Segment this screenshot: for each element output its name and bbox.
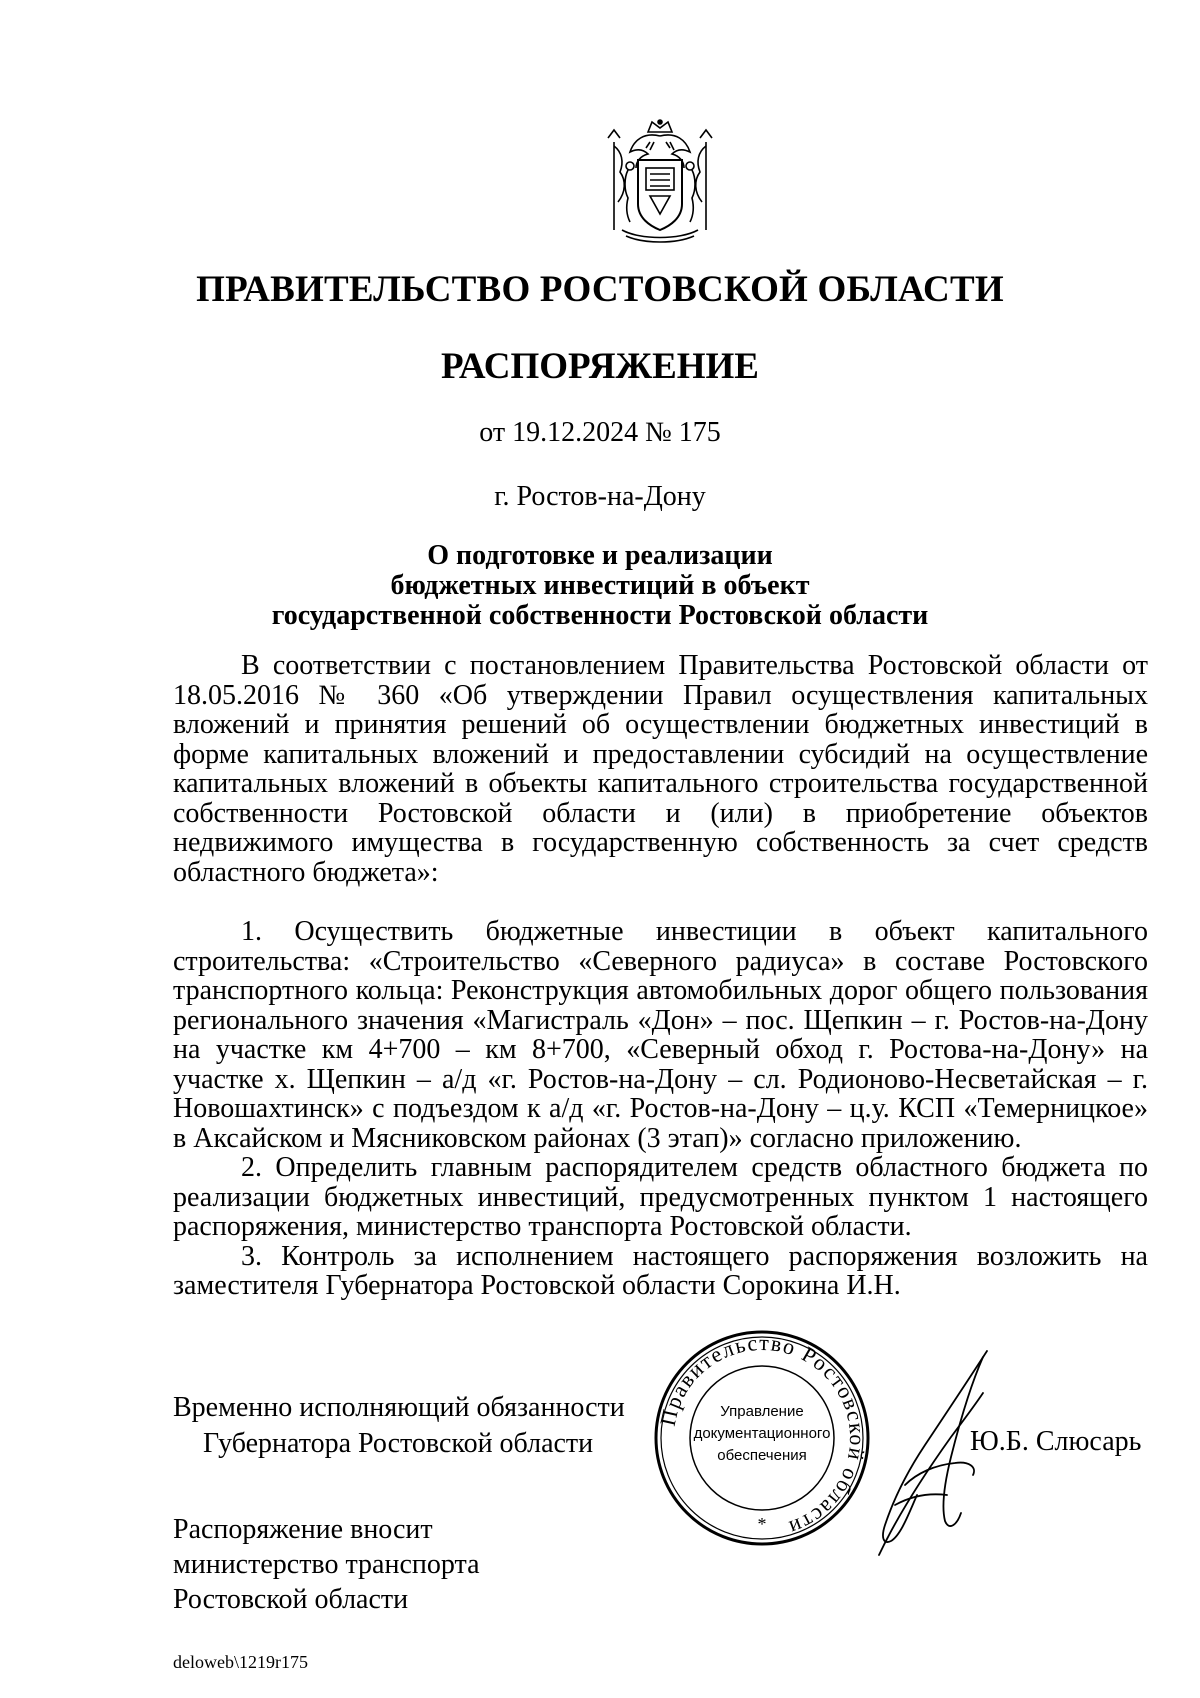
subject-line: государственной собственности Ростовской области bbox=[271, 600, 929, 631]
organization-title: ПРАВИТЕЛЬСТВО РОСТОВСКОЙ ОБЛАСТИ bbox=[196, 269, 1004, 310]
document-code: deloweb\1219r175 bbox=[173, 1652, 308, 1672]
document-type: РАСПОРЯЖЕНИЕ bbox=[440, 346, 759, 387]
order-items bbox=[173, 917, 1148, 1301]
signer-name: Ю.Б. Слюсарь bbox=[970, 1426, 1142, 1457]
seal-ring-text: Правительство Ростовской области bbox=[654, 1329, 871, 1542]
subject-line: бюджетных инвестиций в объект bbox=[390, 570, 810, 601]
position-line: Губернатора Ростовской области bbox=[203, 1428, 594, 1459]
intro-paragraph: В соответствии с постановлением Правительства Ростовской области от 18.05.2016 № 360 «Об утверждении Правил осуществления капитальных вложений и принятия решений об осуществлении бюджетных инвестиций в форме капитальных вложений и предоставлении субсидий на осуществление капитальных вложений в объекты капитального строительства государственной собственности Ростовской области и (или) в приобретение объектов недвижимого имущества в государственную собственность за счет средств областного бюджета»: bbox=[173, 650, 1148, 888]
coat-of-arms-icon bbox=[600, 118, 720, 246]
order-item: 1. Осуществить бюджетные инвестиции в объект капитального строительства: «Строительство «Северного радиуса» в составе Ростовского транспортного кольца: Реконструкция автомобильных дорог общего пользования регионального значения «Магистраль «Дон» – пос. Щепкин – г. Ростов-на-Дону на участке км 4+700 – км 8+700, «Северный обход г. Ростова-на-Дону» на участке х. Щепкин – а/д «г. Ростов-на-Дону – сл. Родионово-Несветайская – г. Новошахтинск» с подъездом к а/д «г. Ростов-на-Дону – ц.у. КСП «Темерницкое» в Аксайском и Мясниковском районах (3 этап)» согласно приложению. bbox=[173, 916, 1148, 1154]
document-city: г. Ростов-на-Дону bbox=[494, 481, 706, 512]
document-date-number: от 19.12.2024 № 175 bbox=[479, 417, 721, 448]
subject-line: О подготовке и реализации bbox=[427, 540, 773, 571]
position-line: Временно исполняющий обязанности bbox=[173, 1392, 625, 1423]
official-seal bbox=[652, 1328, 872, 1548]
document-subject bbox=[0, 541, 1200, 631]
submitted-by-line: министерство транспорта bbox=[173, 1549, 480, 1580]
order-item: 2. Определить главным распорядителем средств областного бюджета по реализации бюджетных инвестиций, предусмотренных пунктом 1 настоящего распоряжения, министерство транспорта Ростовской области. bbox=[173, 1152, 1148, 1242]
order-item: 3. Контроль за исполнением настоящего распоряжения возложить на заместителя Губернатора Ростовской области Сорокина И.Н. bbox=[173, 1240, 1148, 1301]
seal-inner-text: документационного bbox=[693, 1425, 831, 1442]
seal-star: * bbox=[757, 1514, 767, 1534]
intro-paragraph-block bbox=[173, 651, 1148, 887]
signatory-position bbox=[173, 1390, 625, 1462]
submitted-by-line: Распоряжение вносит bbox=[173, 1514, 433, 1545]
seal-inner-text: обеспечения bbox=[717, 1447, 807, 1464]
submitted-by bbox=[173, 1512, 480, 1617]
submitted-by-line: Ростовской области bbox=[173, 1584, 409, 1615]
seal-inner-text: Управление bbox=[720, 1403, 804, 1420]
